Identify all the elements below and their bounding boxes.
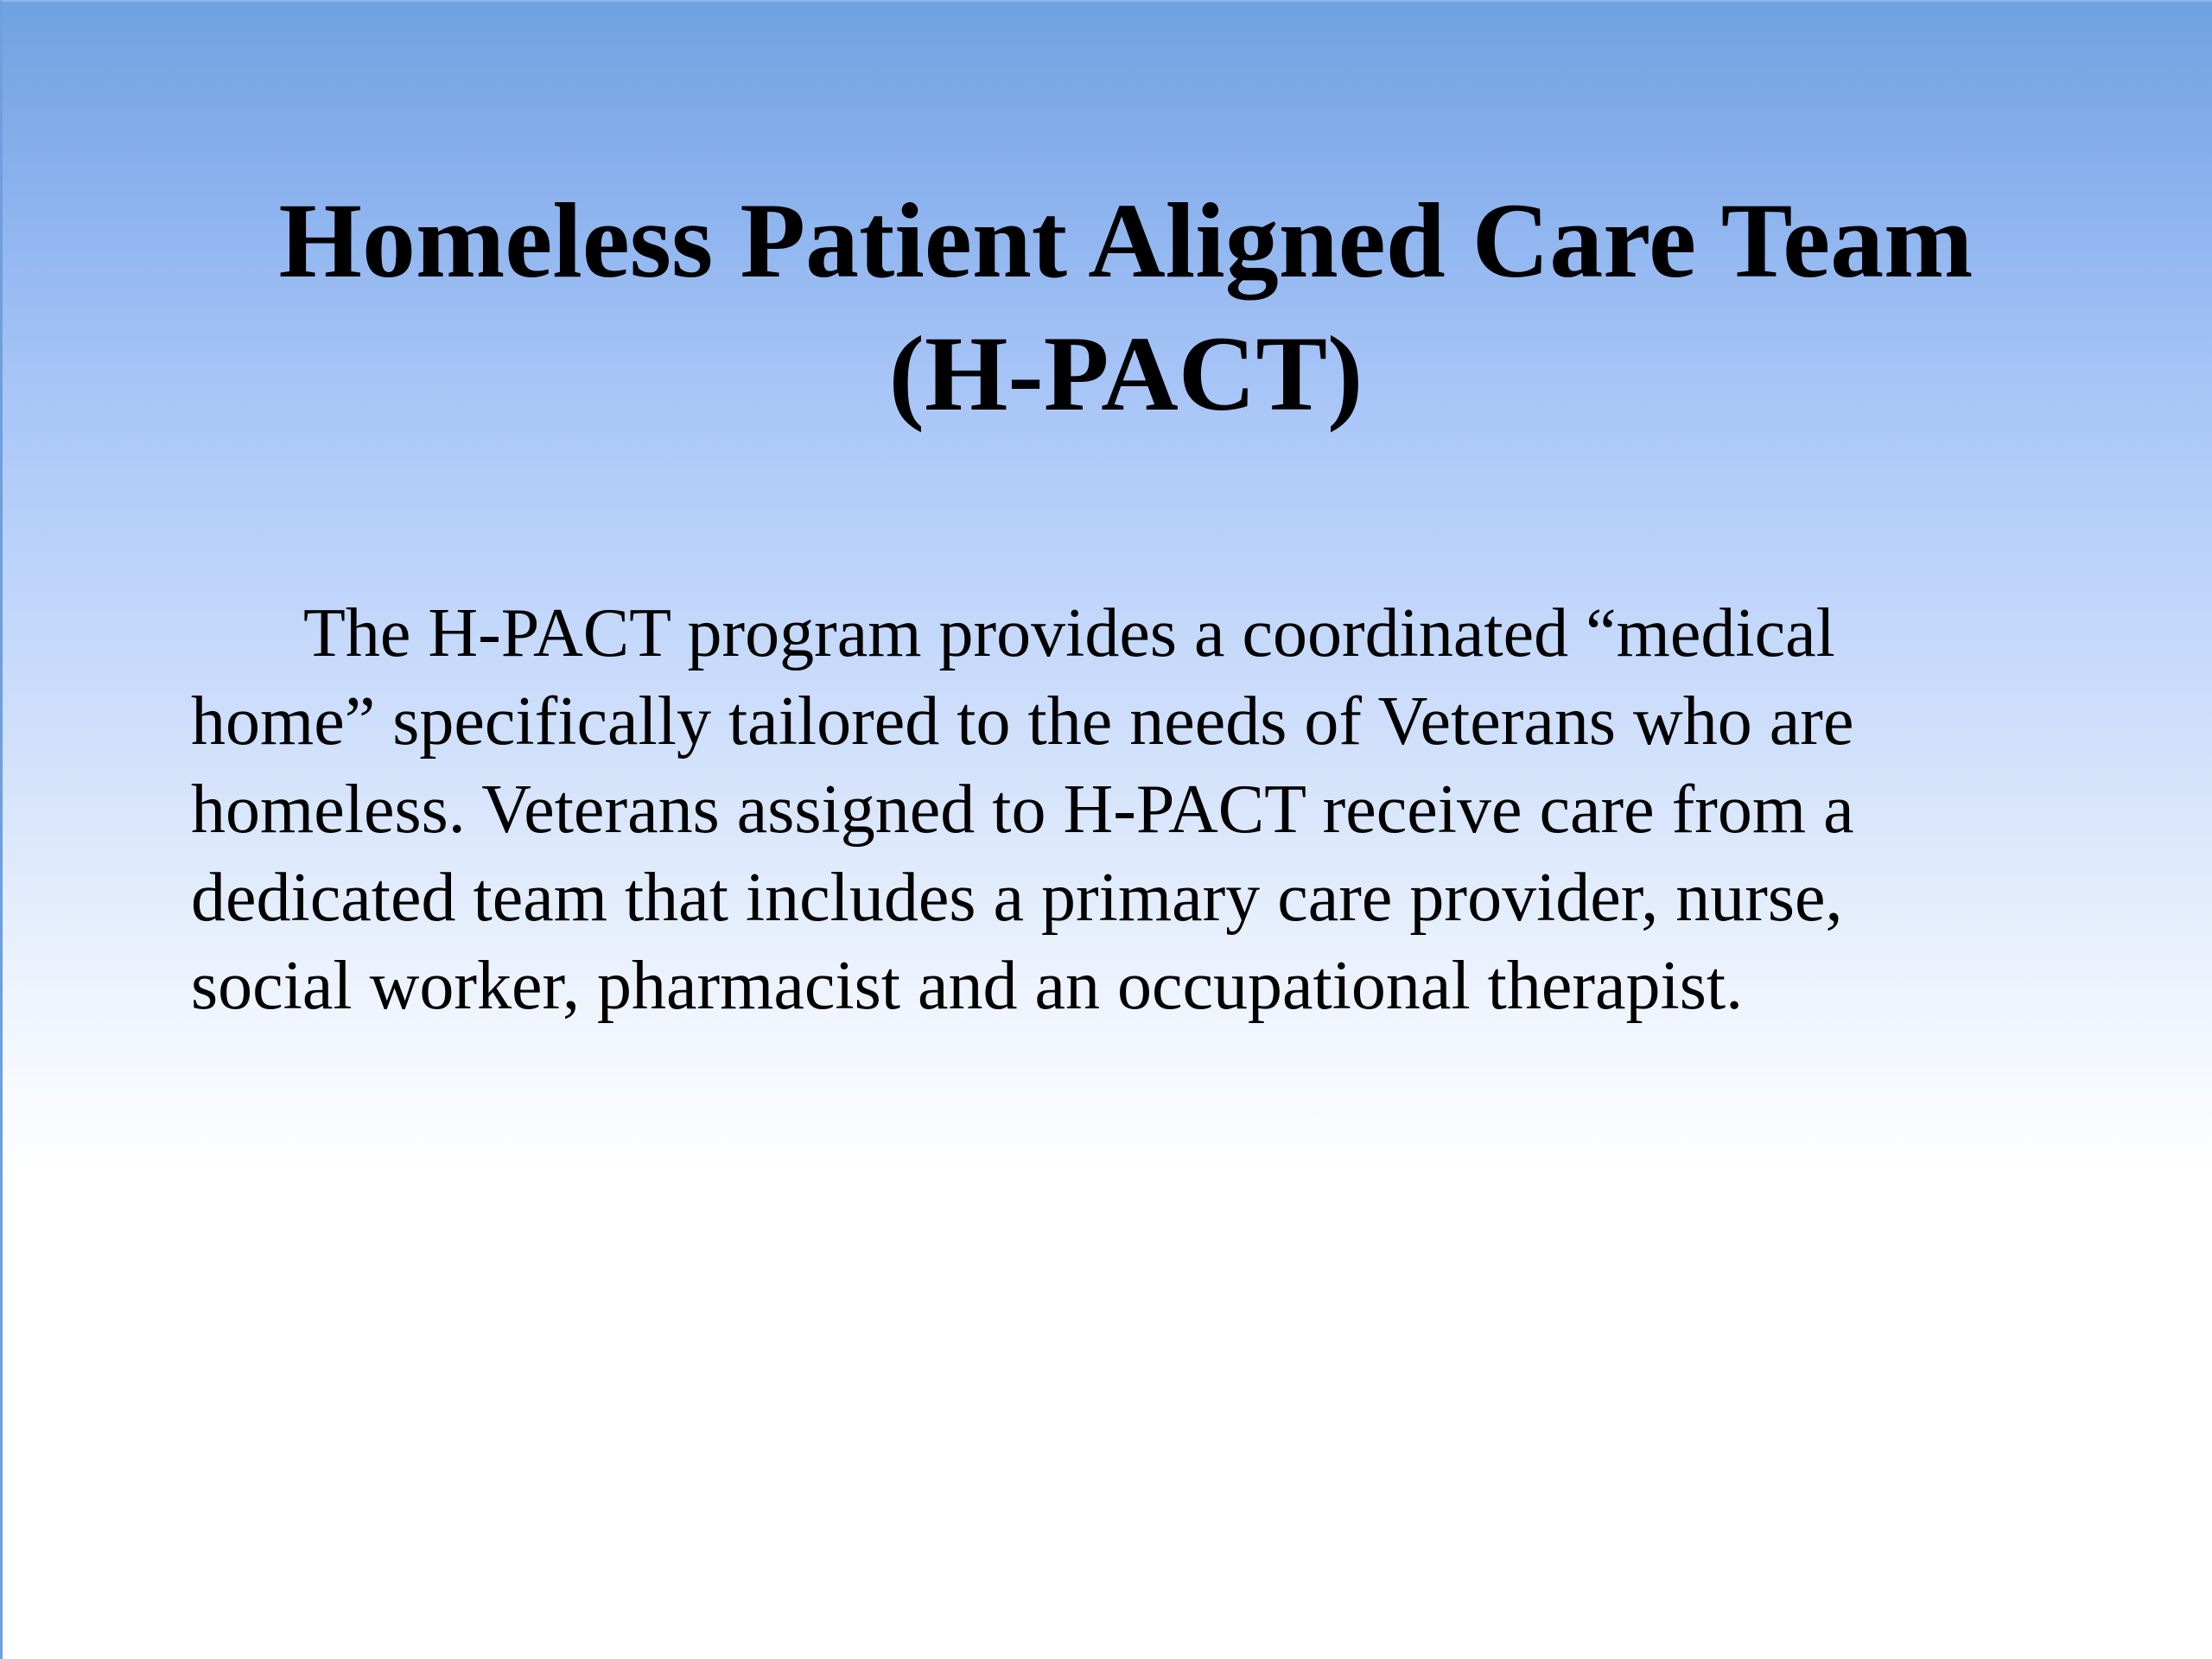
slide-title-line-2: (H-PACT) <box>888 315 1363 433</box>
slide-body-text: The H-PACT program provides a coordinated “medical home” specifically tailored to the needs of Veterans who are homeless. Veterans assigned to H-PACT receive care from a dedicated team that includes a primary care provider, nurse, social worker, pharmacist and an occupational therapist. <box>191 595 1854 1024</box>
slide-title <box>3 175 2212 441</box>
slide-title-line-1: Homeless Patient Aligned Care Team <box>278 181 1974 300</box>
